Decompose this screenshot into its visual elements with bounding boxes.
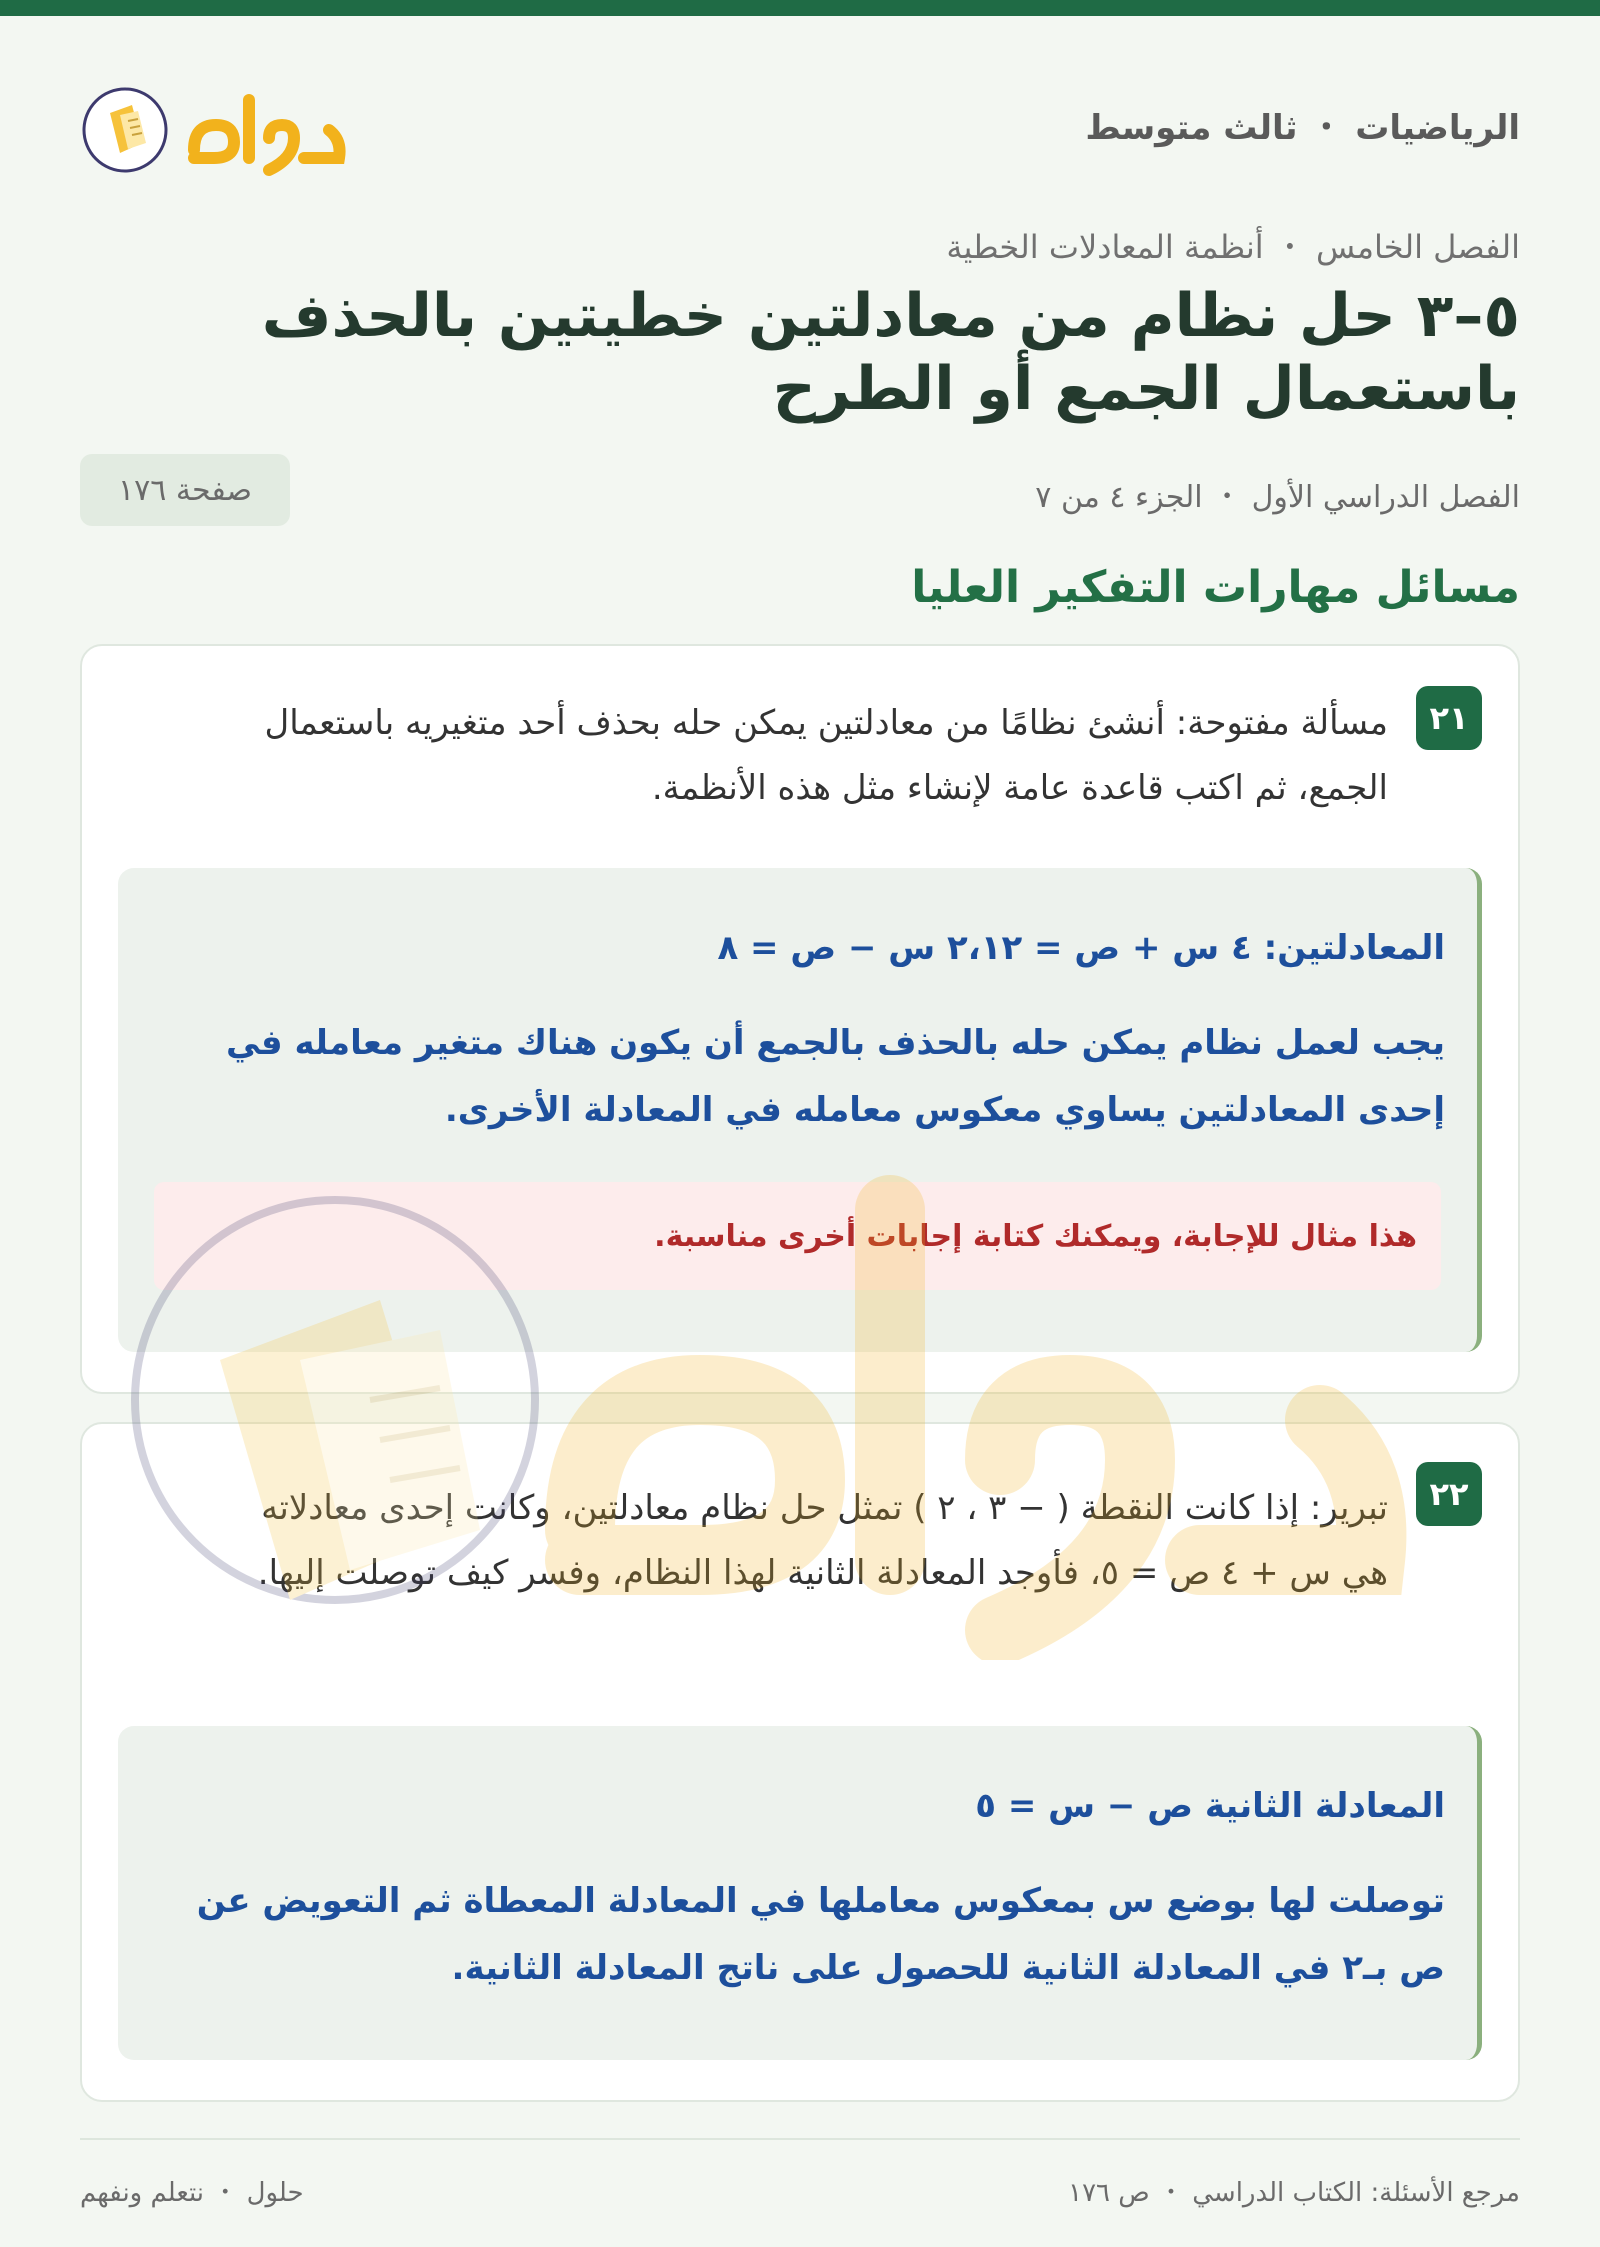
page-title: ٥–٣ حل نظام من معادلتين خطيتين بالحذف باستعمال الجمع أو الطرح [261,281,1520,425]
brand-logo[interactable] [80,80,354,180]
page-number-badge: صفحة ١٧٦ [80,454,290,526]
chapter-label: الفصل الخامس ・ أنظمة المعادلات الخطية [946,228,1520,266]
question-number-badge: ٢١ [1416,686,1482,750]
question-number-badge: ٢٢ [1416,1462,1482,1526]
answer-equation: المعادلة الثانية ص − س = ٥ [975,1786,1445,1826]
answer-equation: المعادلتين: ٤ س + ص = ٢،١٢ س − ص = ٨ [717,928,1445,968]
subject-label: الرياضيات ・ ثالث متوسط [1085,108,1520,148]
example-answer-note: هذا مثال للإجابة، ويمكنك كتابة إجابات أخرى مناسبة. [154,1182,1441,1290]
top-bar [0,0,1600,16]
question-text: مسألة مفتوحة: أنشئ نظامًا من معادلتين يمكن حله بحذف أحد متغيريه باستعمال الجمع، ثم اكتب قاعدة عامة لإنشاء مثل هذه الأنظمة. [264,703,1388,809]
header [80,60,1520,190]
footer-source: مرجع الأسئلة: الكتاب الدراسي ・ ص ١٧٦ [1068,2178,1520,2208]
question-text: تبرير: إذا كانت النقطة ( − ٣ ، ٢ ) تمثل حل نظام معادلتين، وكانت إحدى معادلاته هي س + ٤ ص = ٥، فأوجد المعادلة الثانية لهذا النظام، وفسر كيف توصلت إليها. [257,1488,1388,1594]
answer-explanation: يجب لعمل نظام يمكن حله بالحذف بالجمع أن يكون هناك متغير معامله في إحدى المعادلتين يساوي معكوس معامله في المعادلة الأخرى. [226,1023,1445,1130]
question-card-22 [80,1422,1520,2102]
logo-wordmark-icon [174,80,354,180]
footer-divider [80,2138,1520,2140]
answer-box [118,1726,1482,2060]
footer-tagline: حلول ・ نتعلم ونفهم [80,2178,304,2208]
section-title: مسائل مهارات التفكير العليا [911,562,1520,613]
semester-meta: الفصل الدراسي الأول ・ الجزء ٤ من ٧ [1035,480,1520,515]
answer-explanation: توصلت لها بوضع س بمعكوس معاملها في المعادلة المعطاة ثم التعويض عن ص بـ٢ في المعادلة الثانية للحصول على ناتج المعادلة الثانية. [196,1881,1445,1988]
book-emblem-icon [80,85,170,175]
question-card-21 [80,644,1520,1394]
answer-box [118,868,1482,1352]
